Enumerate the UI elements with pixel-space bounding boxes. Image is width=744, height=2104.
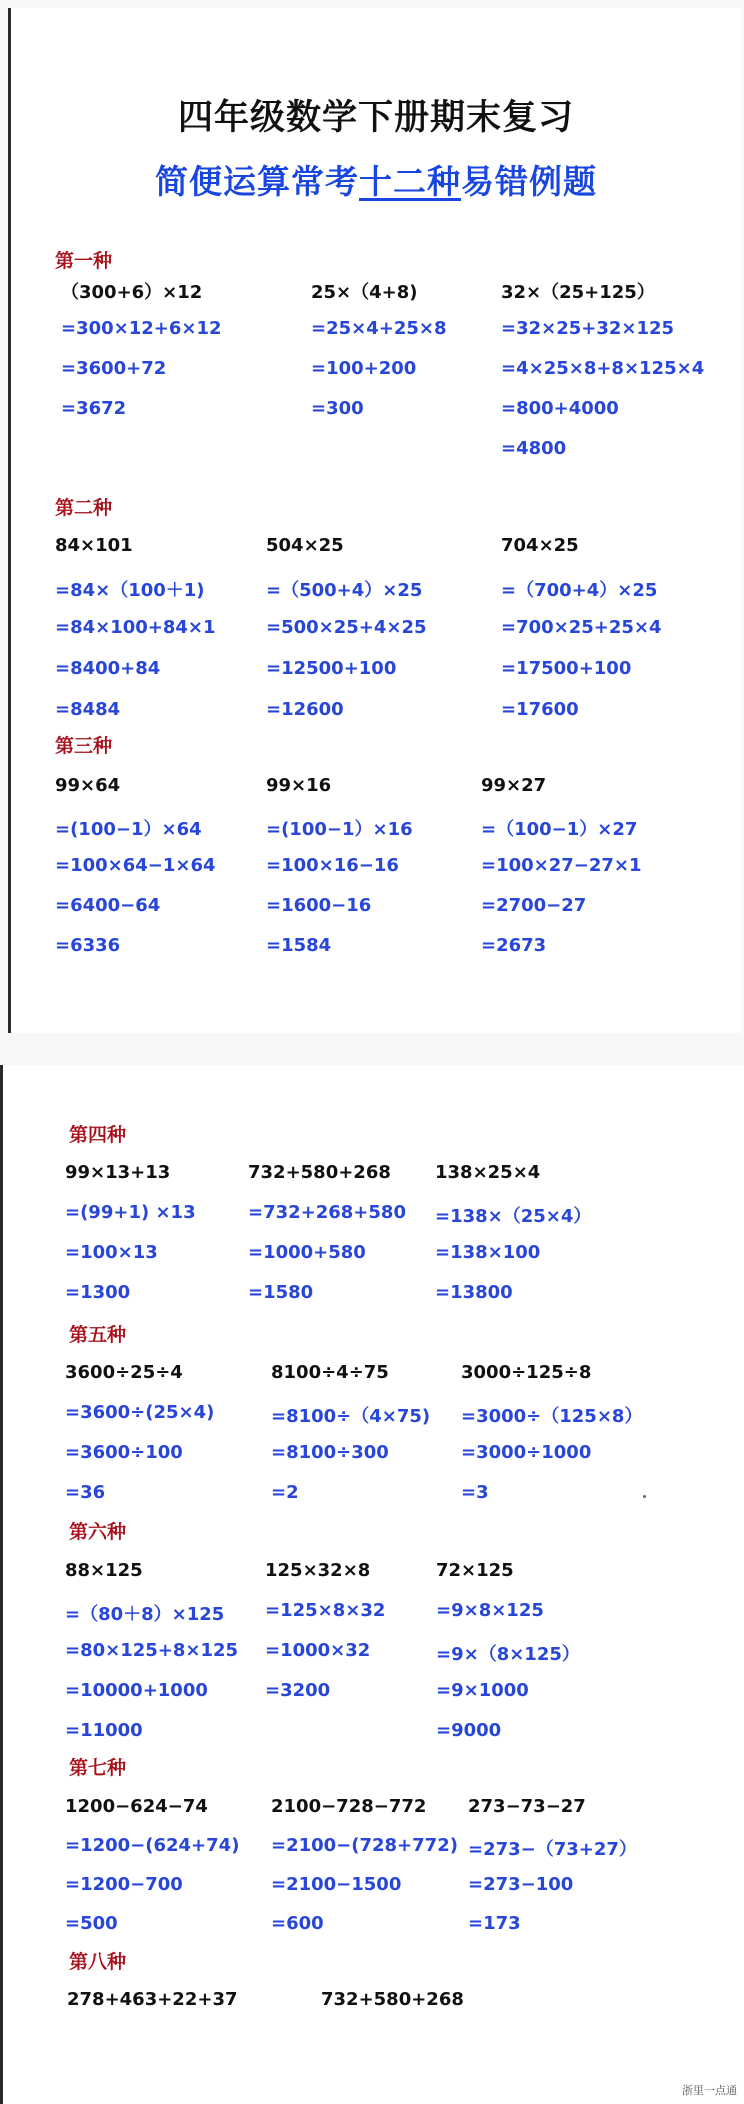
solution-step: =84×100+84×1 — [55, 617, 216, 638]
problem-question: 704×25 — [501, 535, 579, 556]
solution-step: =84×（100＋1) — [55, 580, 205, 601]
solution-step: =4800 — [501, 438, 567, 459]
solution-step: =173 — [468, 1913, 521, 1934]
problem-question: 72×125 — [436, 1560, 514, 1581]
solution-step: =600 — [271, 1913, 324, 1934]
page-subtitle — [11, 156, 741, 203]
problem-question: 88×125 — [65, 1560, 143, 1581]
solution-step: =12600 — [266, 699, 344, 720]
solution-step: =100×16−16 — [266, 855, 399, 876]
solution-step: =3600÷(25×4) — [65, 1402, 215, 1423]
section-title: 第三种 — [55, 735, 113, 757]
solution-step: =1300 — [65, 1282, 131, 1303]
page-title: 四年级数学下册期末复习 — [177, 98, 574, 138]
solution-step: =2 — [271, 1482, 299, 1503]
solution-step: =100+200 — [311, 358, 417, 379]
solution-step: =13800 — [435, 1282, 513, 1303]
problem-question: 3600÷25÷4 — [65, 1362, 183, 1383]
solution-step: =8100÷300 — [271, 1442, 389, 1463]
worksheet-page-2 — [0, 1065, 744, 2104]
solution-step: =11000 — [65, 1720, 143, 1741]
solution-step: =500×25+4×25 — [266, 617, 427, 638]
solution-step: =36 — [65, 1482, 106, 1503]
solution-step: =100×64−1×64 — [55, 855, 216, 876]
problem-question: 278+463+22+37 — [67, 1989, 238, 2010]
solution-step: =3672 — [61, 398, 127, 419]
subtitle-underlined: 十二种 — [359, 162, 461, 201]
problem-question: 3000÷125÷8 — [461, 1362, 592, 1383]
problem-question: （300+6）×12 — [61, 282, 203, 303]
solution-step: =273−100 — [468, 1874, 574, 1895]
solution-step: =3600+72 — [61, 358, 167, 379]
problem-question: 138×25×4 — [435, 1162, 541, 1183]
solution-step: =2100−(728+772) — [271, 1835, 458, 1856]
solution-step: =（100−1）×27 — [481, 819, 638, 840]
problem-question: 732+580+268 — [248, 1162, 391, 1183]
solution-step: =(100−1）×64 — [55, 819, 202, 840]
solution-step: =500 — [65, 1913, 118, 1934]
problem-question: 32×（25+125） — [501, 282, 655, 303]
problem-question: 99×27 — [481, 775, 547, 796]
solution-step: =1580 — [248, 1282, 314, 1303]
solution-step: =8100÷（4×75) — [271, 1406, 431, 1427]
solution-step: =9×8×125 — [436, 1600, 544, 1621]
section-title: 第七种 — [69, 1757, 127, 1779]
solution-step: =700×25+25×4 — [501, 617, 662, 638]
solution-step: =2100−1500 — [271, 1874, 402, 1895]
scan-speck — [643, 1495, 646, 1498]
solution-step: =6400−64 — [55, 895, 161, 916]
solution-step: =1600−16 — [266, 895, 372, 916]
solution-step: =9×（8×125） — [436, 1644, 580, 1665]
section-title: 第八种 — [69, 1951, 127, 1973]
solution-step: =1200−700 — [65, 1874, 183, 1895]
solution-step: =3000÷1000 — [461, 1442, 592, 1463]
problem-question: 504×25 — [266, 535, 344, 556]
problem-question: 1200−624−74 — [65, 1796, 208, 1817]
solution-step: =125×8×32 — [265, 1600, 386, 1621]
solution-step: =800+4000 — [501, 398, 619, 419]
solution-step: =(100−1）×16 — [266, 819, 413, 840]
solution-step: =3200 — [265, 1680, 331, 1701]
solution-step: =100×13 — [65, 1242, 158, 1263]
solution-step: =3000÷（125×8） — [461, 1406, 643, 1427]
problem-question: 99×13+13 — [65, 1162, 171, 1183]
watermark: 浙里一点通 — [682, 2084, 737, 2097]
solution-step: =6336 — [55, 935, 121, 956]
solution-step: =(99+1) ×13 — [65, 1202, 196, 1223]
solution-step: =138×100 — [435, 1242, 541, 1263]
section-title: 第六种 — [69, 1521, 127, 1543]
section-title: 第五种 — [69, 1324, 127, 1346]
solution-step: =（700+4）×25 — [501, 580, 658, 601]
solution-step: =2673 — [481, 935, 547, 956]
solution-step: =9000 — [436, 1720, 502, 1741]
solution-step: =1000+580 — [248, 1242, 366, 1263]
solution-step: =10000+1000 — [65, 1680, 208, 1701]
solution-step: =1000×32 — [265, 1640, 371, 1661]
worksheet-page-1 — [8, 8, 741, 1033]
problem-question: 25×（4+8) — [311, 282, 418, 303]
problem-question: 273−73−27 — [468, 1796, 586, 1817]
solution-step: =80×125+8×125 — [65, 1640, 239, 1661]
solution-step: =4×25×8+8×125×4 — [501, 358, 705, 379]
subtitle-post: 易错例题 — [461, 162, 597, 201]
solution-step: =（500+4）×25 — [266, 580, 423, 601]
solution-step: =1584 — [266, 935, 332, 956]
problem-question: 2100−728−772 — [271, 1796, 427, 1817]
solution-step: =8484 — [55, 699, 121, 720]
solution-step: =12500+100 — [266, 658, 397, 679]
section-title: 第一种 — [55, 250, 113, 272]
problem-question: 99×16 — [266, 775, 332, 796]
solution-step: =（80＋8）×125 — [65, 1604, 225, 1625]
solution-step: =100×27−27×1 — [481, 855, 642, 876]
solution-step: =8400+84 — [55, 658, 161, 679]
solution-step: =9×1000 — [436, 1680, 529, 1701]
solution-step: =2700−27 — [481, 895, 587, 916]
solution-step: =3 — [461, 1482, 489, 1503]
problem-question: 732+580+268 — [321, 1989, 464, 2010]
section-title: 第二种 — [55, 497, 113, 519]
solution-step: =1200−(624+74) — [65, 1835, 240, 1856]
solution-step: =32×25+32×125 — [501, 318, 675, 339]
section-title: 第四种 — [69, 1124, 127, 1146]
problem-question: 8100÷4÷75 — [271, 1362, 389, 1383]
solution-step: =300 — [311, 398, 364, 419]
subtitle-pre: 简便运算常考 — [155, 162, 359, 201]
solution-step: =3600÷100 — [65, 1442, 183, 1463]
solution-step: =732+268+580 — [248, 1202, 406, 1223]
problem-question: 84×101 — [55, 535, 133, 556]
solution-step: =17600 — [501, 699, 579, 720]
solution-step: =300×12+6×12 — [61, 318, 222, 339]
problem-question: 99×64 — [55, 775, 121, 796]
solution-step: =273−（73+27） — [468, 1839, 637, 1860]
solution-step: =17500+100 — [501, 658, 632, 679]
solution-step: =138×（25×4） — [435, 1206, 592, 1227]
problem-question: 125×32×8 — [265, 1560, 371, 1581]
solution-step: =25×4+25×8 — [311, 318, 447, 339]
